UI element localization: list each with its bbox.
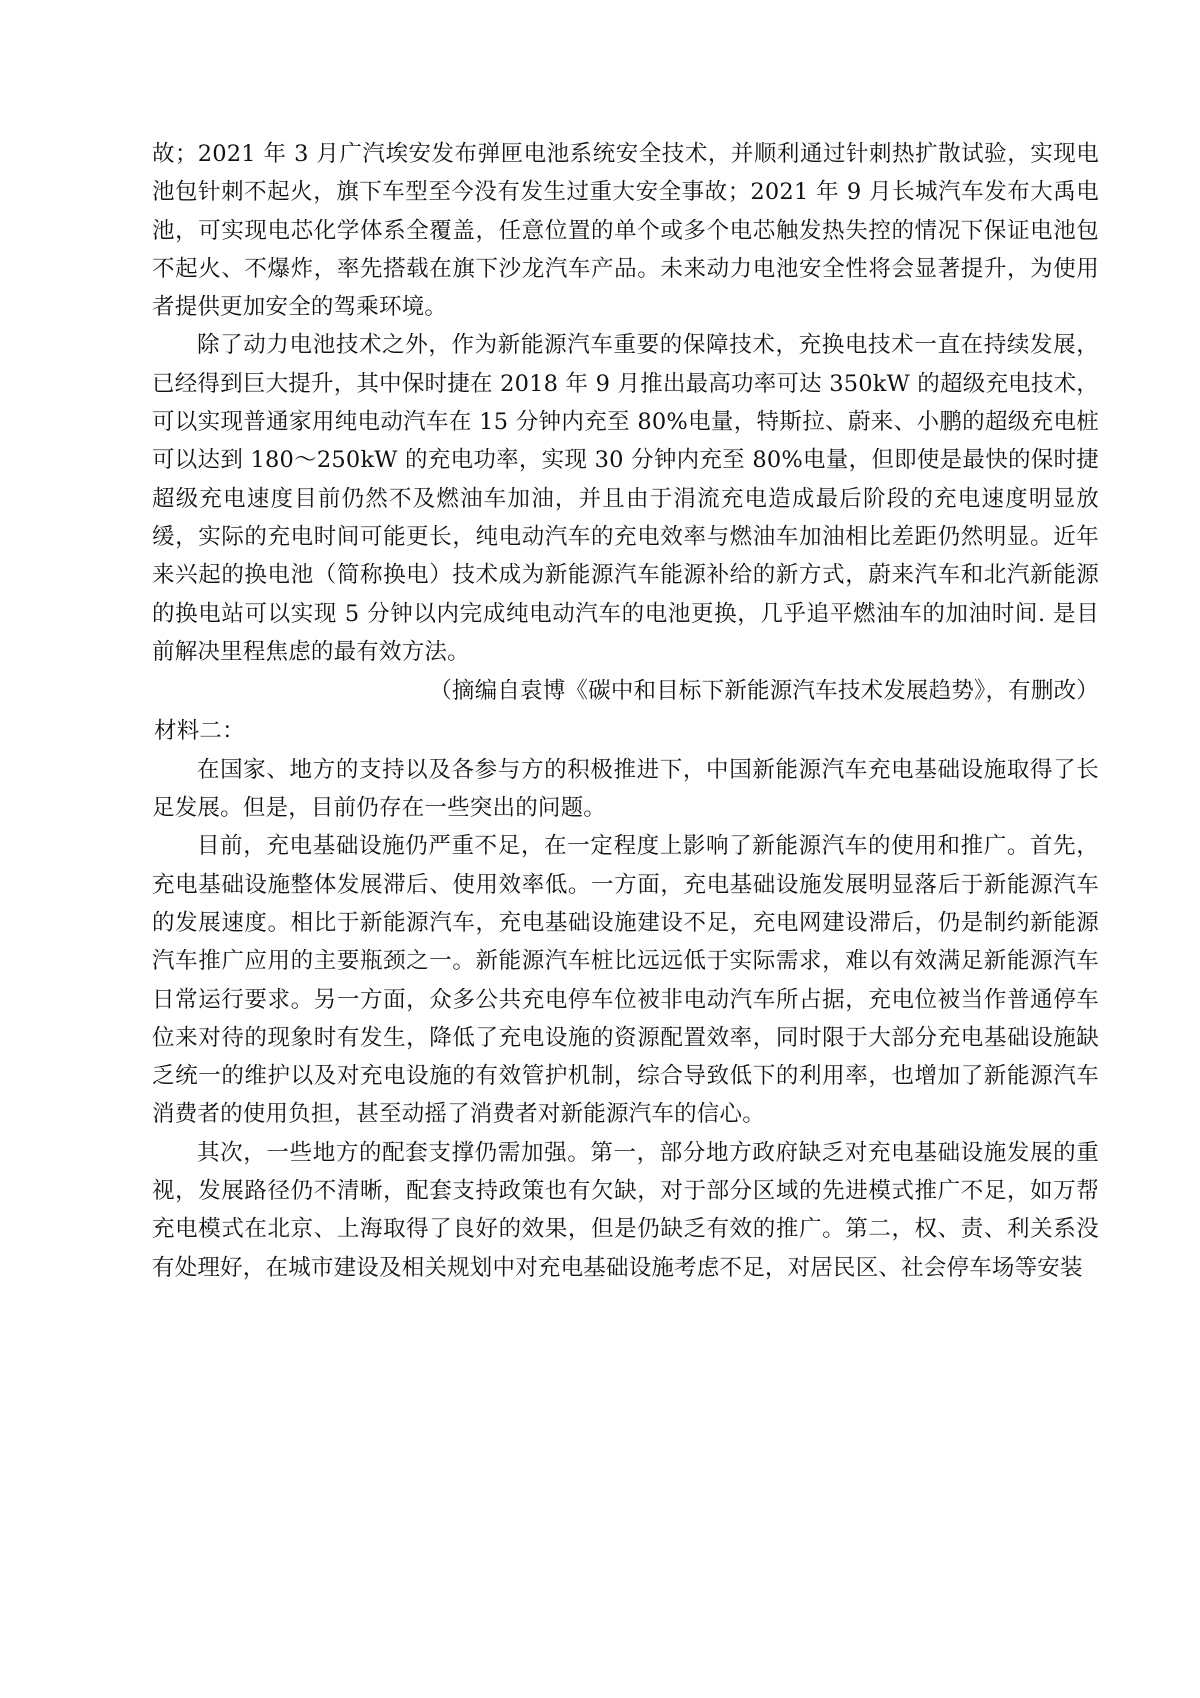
paragraph-infrastructure-shortage: 目前，充电基础设施仍严重不足，在一定程度上影响了新能源汽车的使用和推广。首先，充电基础设施整体发展滞后、使用效率低。一方面，充电基础设施发展明显落后于新能源汽车的发展速度。相比于新能源汽车，充电基础设施建设不足，充电网建设滞后，仍是制约新能源汽车推广应用的主要瓶颈之一。新能源汽车桩比远远低于实际需求，难以有效满足新能源汽车日常运行要求。另一方面，众多公共充电停车位被非电动汽车所占据，充电位被当作普通停车位来对待的现象时有发生，降低了充电设施的资源配置效率，同时限于大部分充电基础设施缺乏统一的维护以及对充电设施的有效管护机制，综合导致低下的利用率，也增加了新能源汽车消费者的使用负担，甚至动摇了消费者对新能源汽车的信心。 [152,833,1099,1128]
section-heading-material-two: 材料二： [154,718,245,745]
document-body [152,135,1099,1287]
paragraph-infrastructure-intro: 在国家、地方的支持以及各参与方的积极推进下，中国新能源汽车充电基础设施取得了长足发展。但是，目前仍存在一些突出的问题。 [152,756,1099,822]
paragraph-battery-safety: 故；2021 年 3 月广汽埃安发布弹匣电池系统安全技术，并顺利通过针刺热扩散试验，实现电池包针刺不起火，旗下车型至今没有发生过重大安全事故；2021 年 9 月长城汽车发布大禹电池，可实现电芯化学体系全覆盖，任意位置的单个或多个电芯触发热失控的情况下保证电池包不起火、不爆炸，率先搭载在旗下沙龙汽车产品。未来动力电池安全性将会显著提升，为使用者提供更加安全的驾乘环境。 [152,141,1099,321]
source-citation: （摘编自袁博《碳中和目标下新能源汽车技术发展趋势》，有删改） [429,678,1099,705]
paragraph-charging-technology: 除了动力电池技术之外，作为新能源汽车重要的保障技术，充换电技术一直在持续发展，已经得到巨大提升，其中保时捷在 2018 年 9 月推出最高功率可达 350kW 的超级充电技术，可以实现普通家用纯电动汽车在 15 分钟内充至 80%电量，特斯拉、蔚来、小鹏的超级充电桩可以达到 180～250kW 的充电功率，实现 30 分钟内充至 80%电量，但即使是最快的保时捷超级充电速度目前仍然不及燃油车加油，并且由于涓流充电造成最后阶段的充电速度明显放缓，实际的充电时间可能更长，纯电动汽车的充电效率与燃油车加油相比差距仍然明显。近年来兴起的换电池（简称换电）技术成为新能源汽车能源补给的新方式，蔚来汽车和北汽新能源的换电站可以实现 5 分钟以内完成纯电动汽车的电池更换，几乎追平燃油车的加油时间. 是目前解决里程焦虑的最有效方法。 [152,332,1099,665]
paragraph-local-support: 其次，一些地方的配套支撑仍需加强。第一，部分地方政府缺乏对充电基础设施发展的重视，发展路径仍不清晰，配套支持政策也有欠缺，对于部分区域的先进模式推广不足，如万帮充电模式在北京、上海取得了良好的效果，但是仍缺乏有效的推广。第二，权、责、利关系没有处理好，在城市建设及相关规划中对充电基础设施考虑不足，对居民区、社会停车场等安装 [152,1139,1099,1281]
